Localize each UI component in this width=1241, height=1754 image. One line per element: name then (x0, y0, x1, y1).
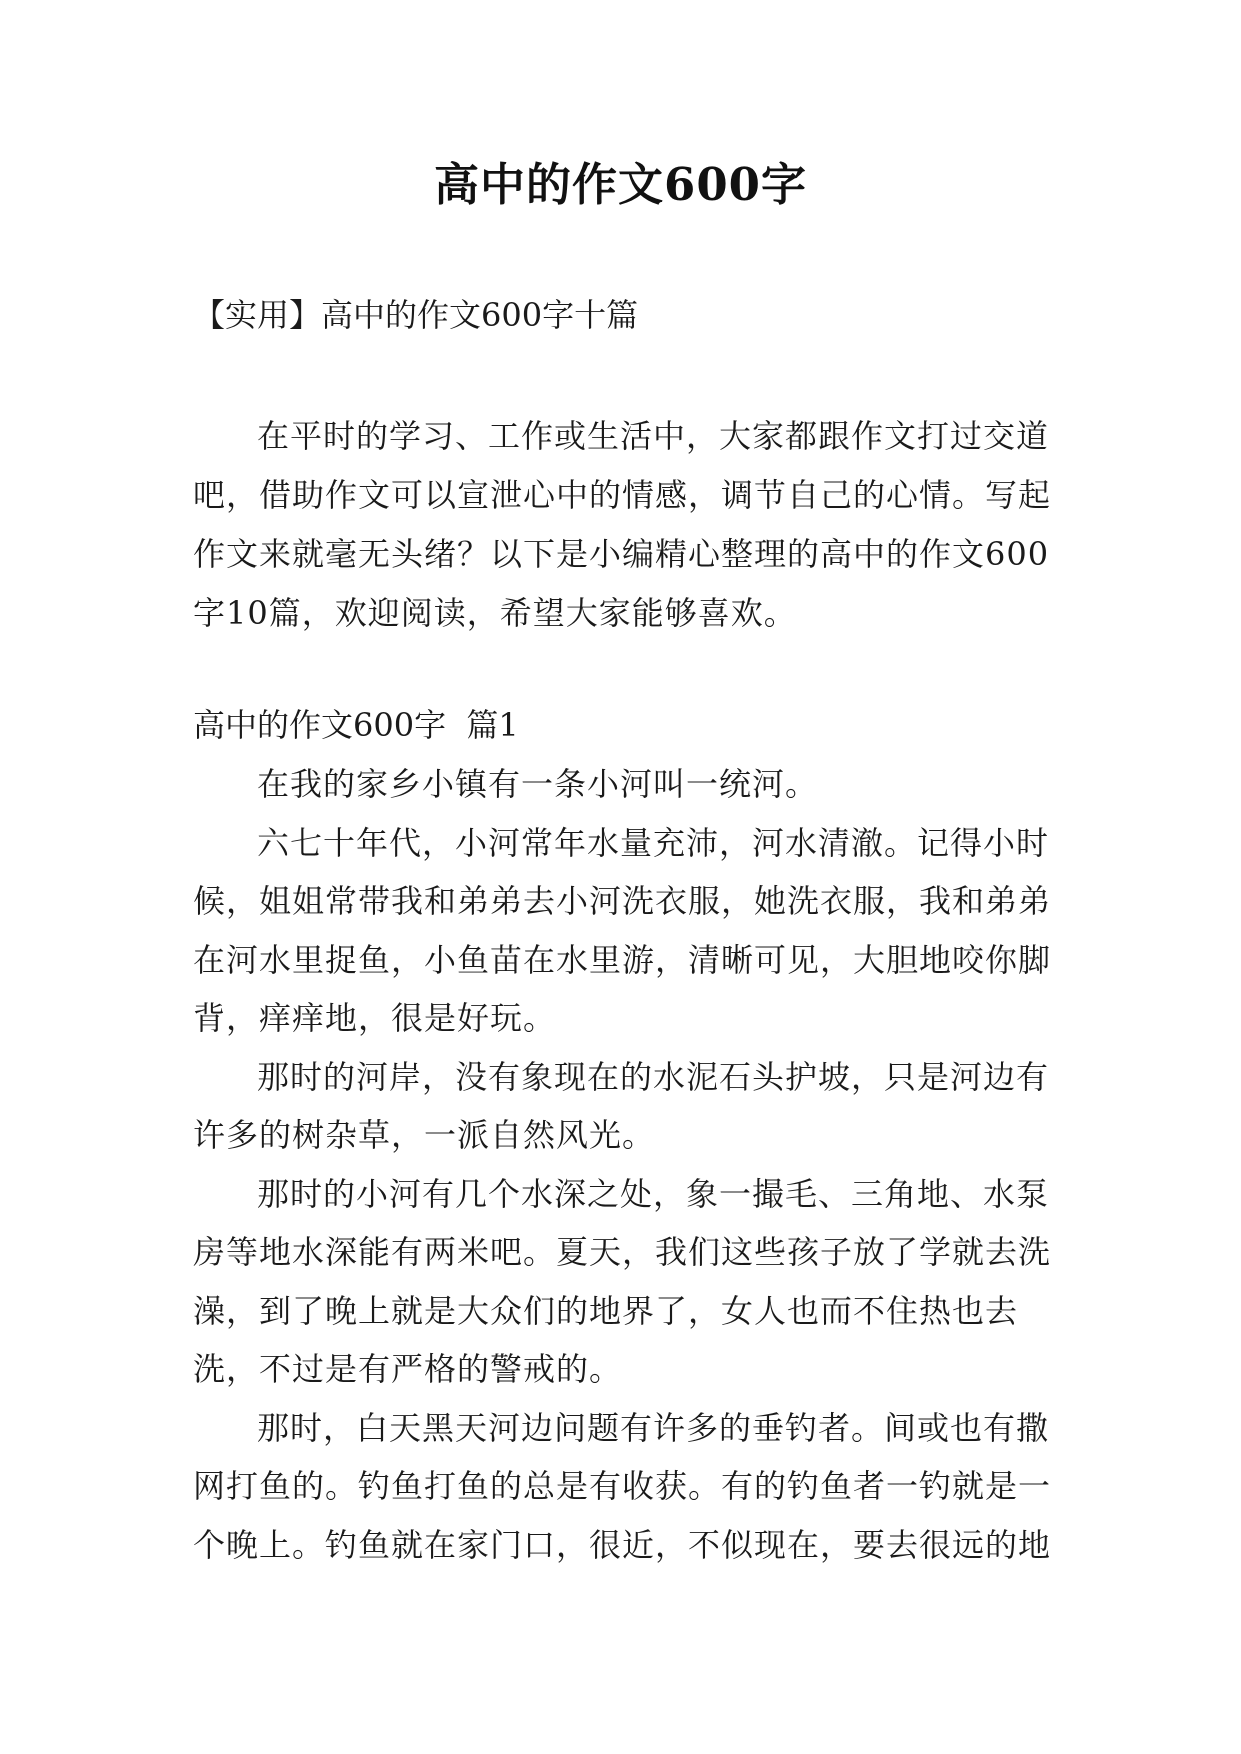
intro-paragraph: 在平时的学习、工作或生活中，大家都跟作文打过交道吧，借助作文可以宣泄心中的情感，调节自己的心情。写起作文来就毫无头绪？以下是小编精心整理的高中的作文600字10篇，欢迎阅读，希望大家能够喜欢。 (193, 417, 1052, 632)
paragraph: 那时，白天黑天河边问题有许多的垂钓者。间或也有撒网打鱼的。钓鱼打鱼的总是有收获。有的钓鱼者一钓就是一个晚上。钓鱼就在家门口，很近，不似现在，要去很远的地 (193, 1408, 1052, 1564)
paragraph: 在我的家乡小镇有一条小河叫一统河。 (257, 765, 819, 803)
document-title: 高中的作文600字 (434, 158, 807, 211)
paragraph: 那时的河岸，没有象现在的水泥石头护坡，只是河边有许多的树杂草，一派自然风光。 (193, 1057, 1050, 1154)
paragraph: 六七十年代，小河常年水量充沛，河水清澈。记得小时候，姐姐常带我和弟弟去小河洗衣服，她洗衣服，我和弟弟在河水里捉鱼，小鱼苗在水里游，清晰可见，大胆地咬你脚背，痒痒地，很是好玩。 (193, 823, 1052, 1037)
document-subtitle: 【实用】高中的作文600字十篇 (193, 296, 639, 334)
paragraph: 那时的小河有几个水深之处，象一撮毛、三角地、水泵房等地水深能有两米吧。夏天，我们这些孩子放了学就去洗澡，到了晚上就是大众们的地界了，女人也而不住热也去洗，不过是有严格的警戒的。 (193, 1174, 1052, 1388)
section-body (193, 755, 1059, 1574)
section-heading: 高中的作文600字 篇1 (193, 706, 519, 744)
